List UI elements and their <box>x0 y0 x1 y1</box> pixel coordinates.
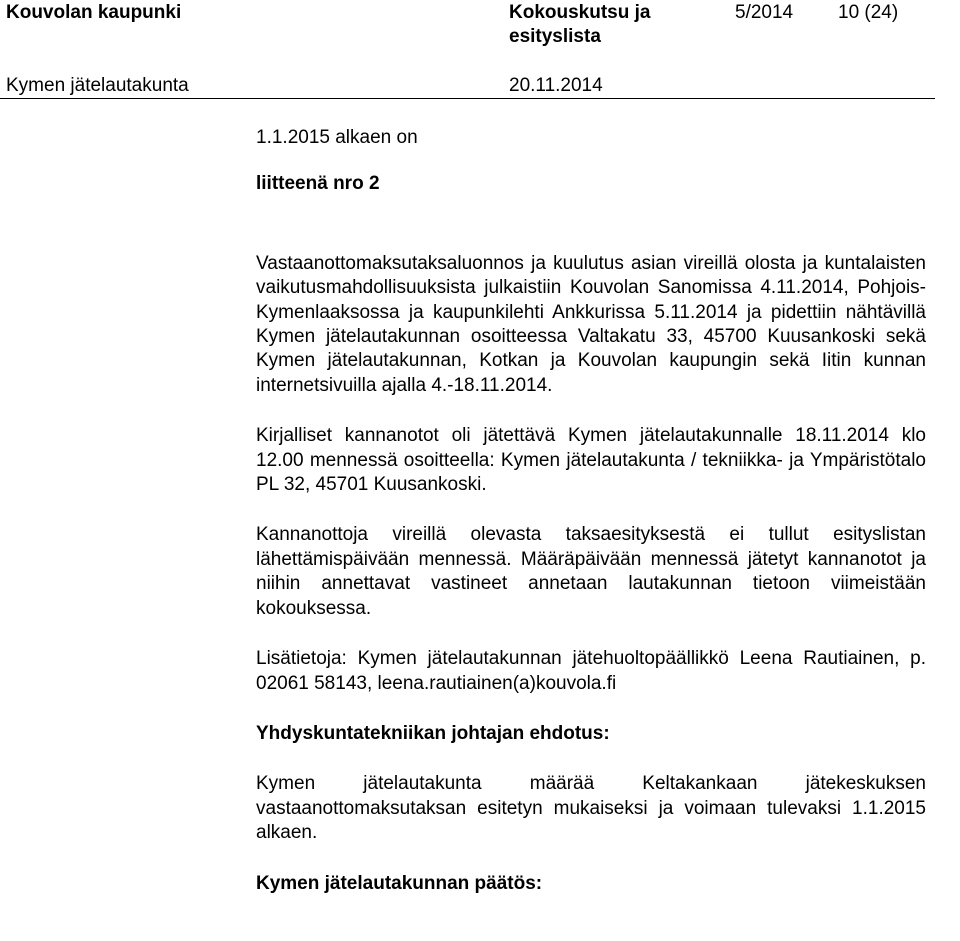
document-body <box>256 126 926 896</box>
header-organization: Kouvolan kaupunki <box>6 2 182 23</box>
notice-paragraph: Vastaanottomaksutaksaluonnos ja kuulutus asian vireillä olosta ja kuntalaisten vaikutusmahdollisuuksista julkaistiin Kouvolan Sanomissa 4.11.2014, Pohjois-Kymenlaaksossa ja kaupunkilehti Ankkurissa 5.11.2014 ja pidettiin nähtävillä Kymen jätelautakunnan osoitteessa Valtakatu 33, 45700 Kuusankoski sekä Kymen jätelautakunnan, Kotkan ja Kouvolan kaupungin sekä Iitin kunnan internetsivuilla ajalla 4.-18.11.2014. <box>256 252 926 396</box>
effective-date-line: 1.1.2015 alkaen on <box>256 127 418 148</box>
header-board-name: Kymen jätelautakunta <box>6 75 189 96</box>
proposal-paragraph: Kymen jätelautakunta määrää Keltakankaan jätekeskuksen vastaanottomaksutaksan esitetyn mukaiseksi ja voimaan tulevaksi 1.1.2015 alkaen. <box>256 773 926 844</box>
decision-heading: Kymen jätelautakunnan päätös: <box>256 872 543 894</box>
written-statements-paragraph: Kirjalliset kannanotot oli jätettävä Kymen jätelautakunnalle 18.11.2014 klo 12.00 mennessä osoitteella: Kymen jätelautakunta / tekniikka- ja Ympäristötalo PL 32, 45701 Kuusankoski. <box>256 425 926 496</box>
proposal-heading: Yhdyskuntatekniikan johtajan ehdotus: <box>256 722 610 744</box>
header-divider <box>0 98 935 99</box>
header-page-number: 10 (24) <box>838 2 899 23</box>
contact-info-paragraph: Lisätietoja: Kymen jätelautakunnan jätehuoltopäällikkö Leena Rautiainen, p. 02061 58143, leena.rautiainen(a)kouvola.fi <box>256 648 926 694</box>
header-date: 20.11.2014 <box>509 75 603 96</box>
header-meeting-number: 5/2014 <box>735 2 794 23</box>
statements-received-paragraph: Kannanottoja vireillä olevasta taksaesityksestä ei tullut esityslistan lähettämispäivään mennessä. Määräpäivään mennessä jätetyt kannanotot ja niihin annettavat vastineet annetaan lautakunnan tietoon viimeistään kokouksessa. <box>256 524 926 619</box>
header-document-type: Kokouskutsu ja esityslista <box>509 2 651 47</box>
attachment-reference: liitteenä nro 2 <box>256 173 380 195</box>
